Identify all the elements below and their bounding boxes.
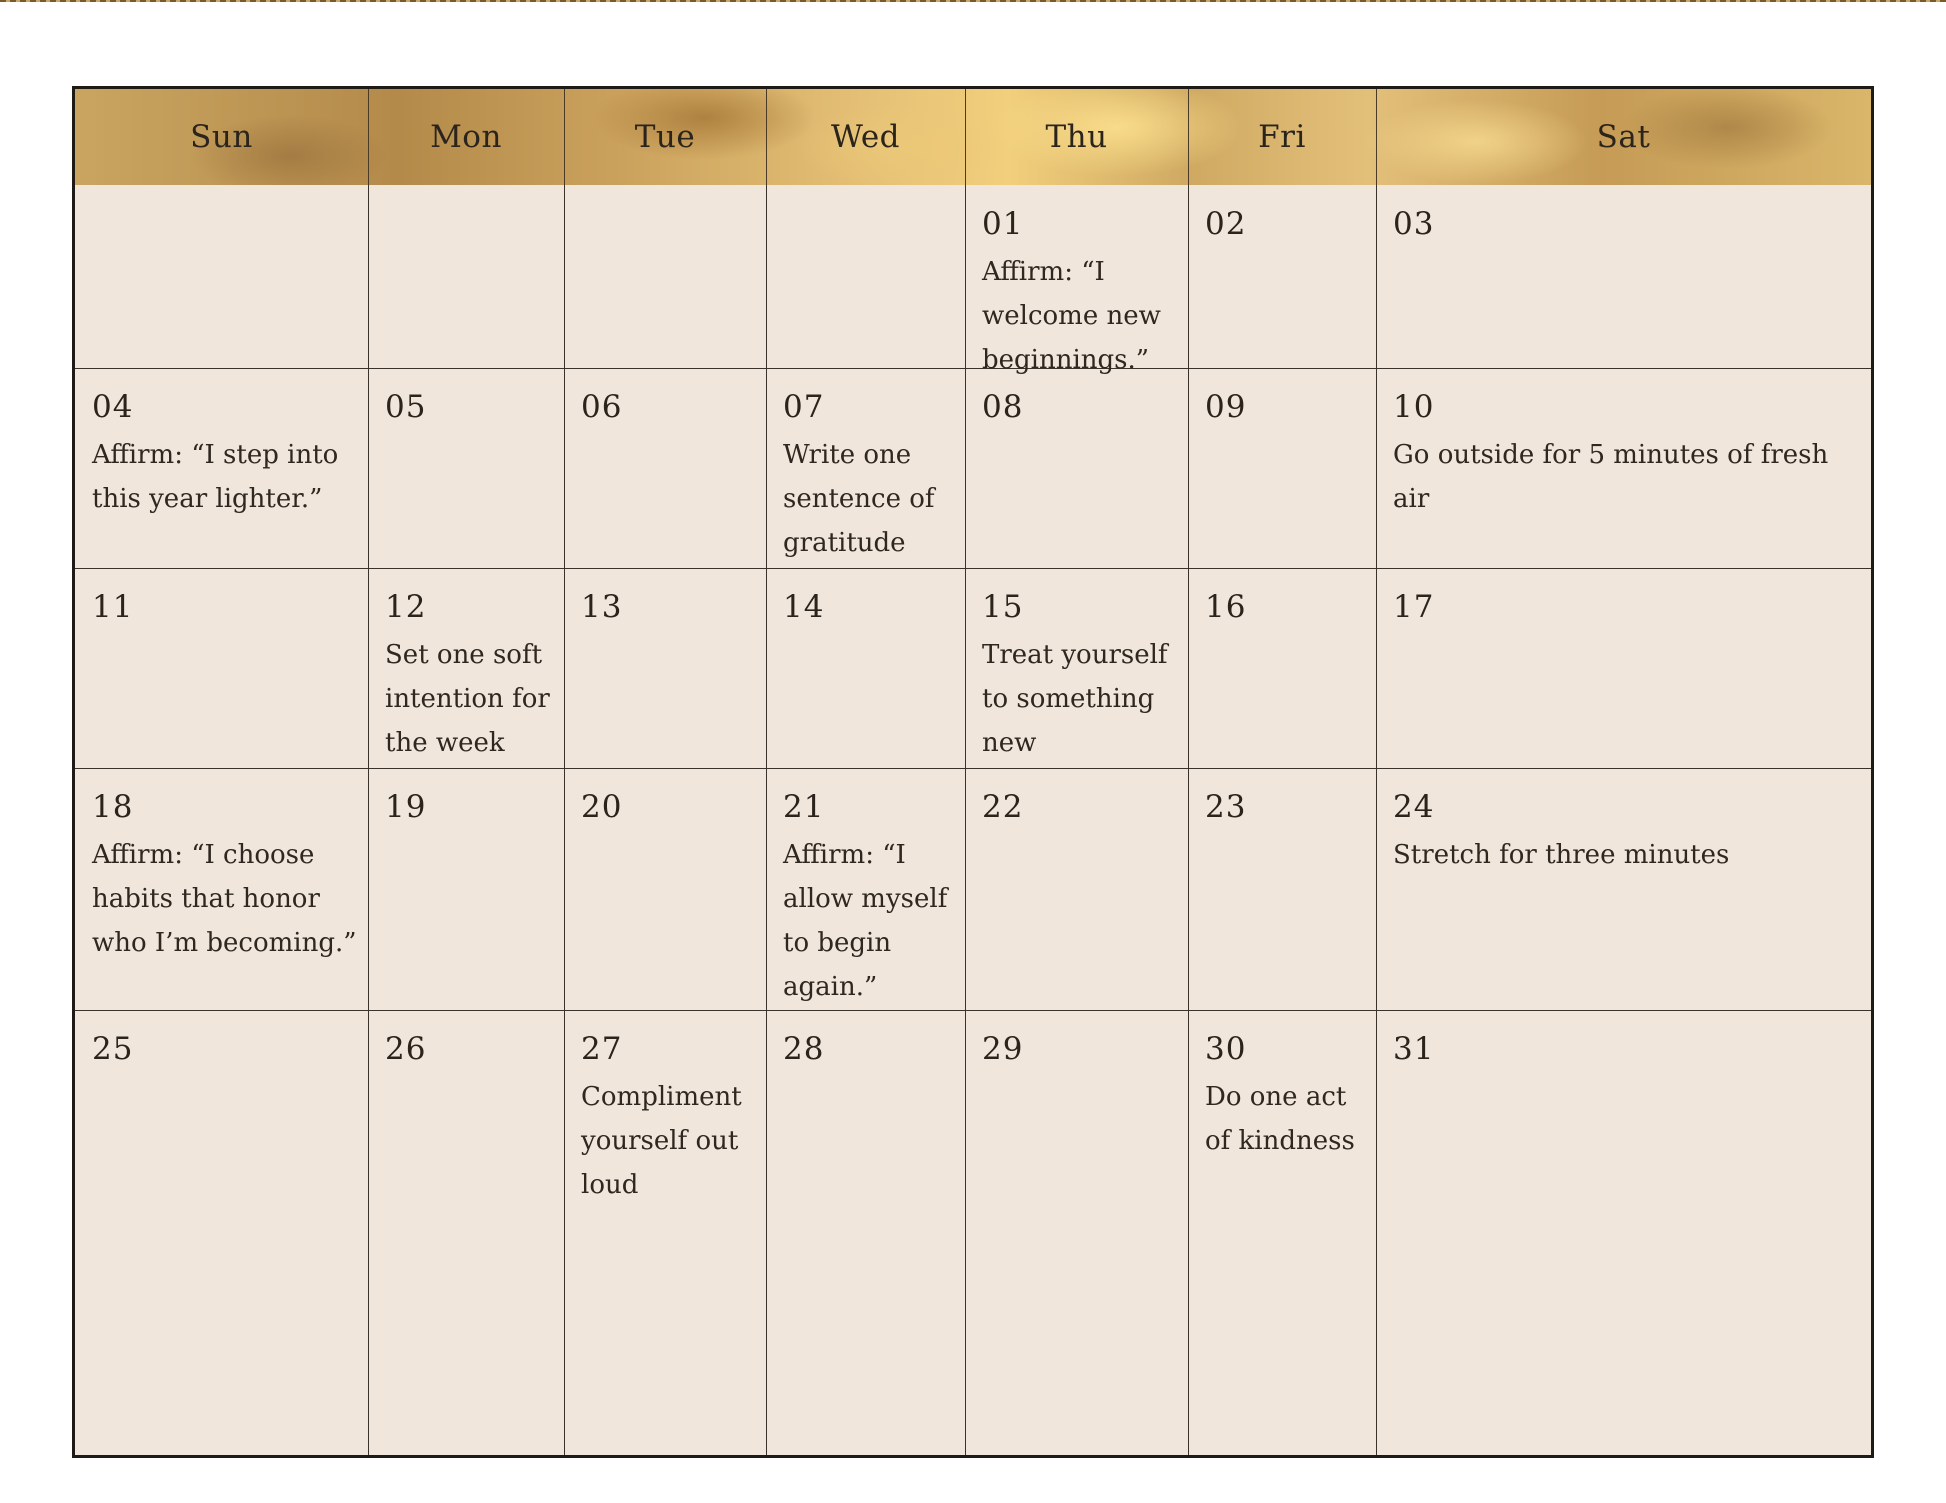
day-number: 06 xyxy=(581,389,623,425)
day-number: 08 xyxy=(982,389,1024,425)
header-divider xyxy=(1188,89,1189,185)
day-number: 14 xyxy=(783,589,825,625)
day-number: 02 xyxy=(1205,206,1247,242)
header-divider xyxy=(766,89,767,185)
day-cell-11[interactable] xyxy=(75,568,368,768)
empty-day-cell[interactable] xyxy=(766,185,965,368)
empty-day-cell[interactable] xyxy=(368,185,564,368)
day-cell-29[interactable] xyxy=(965,1010,1188,1456)
day-cell-06[interactable] xyxy=(564,368,766,568)
day-number: 22 xyxy=(982,789,1024,825)
day-number: 19 xyxy=(385,789,427,825)
day-note: Affirm: “I welcome new beginnings.” xyxy=(982,257,1161,375)
day-number: 30 xyxy=(1205,1031,1247,1067)
day-number: 12 xyxy=(385,589,427,625)
day-cell-27[interactable] xyxy=(564,1010,766,1456)
weekday-header-fri: Fri xyxy=(1258,119,1306,155)
day-note: Treat yourself to something new xyxy=(982,640,1168,758)
day-cell-25[interactable] xyxy=(75,1010,368,1456)
top-decorative-rule xyxy=(0,0,1946,2)
day-cell-05[interactable] xyxy=(368,368,564,568)
day-number: 27 xyxy=(581,1031,623,1067)
day-number: 28 xyxy=(783,1031,825,1067)
day-number: 24 xyxy=(1393,789,1435,825)
day-cell-19[interactable] xyxy=(368,768,564,1010)
day-cell-02[interactable] xyxy=(1188,185,1376,368)
empty-day-cell[interactable] xyxy=(75,185,368,368)
day-number: 21 xyxy=(783,789,825,825)
day-cell-28[interactable] xyxy=(766,1010,965,1456)
weekday-header-sun: Sun xyxy=(190,119,253,155)
day-note: Affirm: “I choose habits that honor who I’m becoming.” xyxy=(92,840,357,958)
day-number: 29 xyxy=(982,1031,1024,1067)
day-cell-08[interactable] xyxy=(965,368,1188,568)
day-cell-30[interactable] xyxy=(1188,1010,1376,1456)
day-cell-24[interactable] xyxy=(1376,768,1871,1010)
weekday-header-sat: Sat xyxy=(1596,119,1651,155)
day-number: 01 xyxy=(982,206,1024,242)
day-number: 16 xyxy=(1205,589,1247,625)
day-cell-09[interactable] xyxy=(1188,368,1376,568)
day-number: 31 xyxy=(1393,1031,1435,1067)
day-number: 11 xyxy=(92,589,134,625)
day-number: 17 xyxy=(1393,589,1435,625)
weekday-header-wed: Wed xyxy=(830,119,901,155)
day-note: Stretch for three minutes xyxy=(1393,840,1730,870)
day-note: Affirm: “I step into this year lighter.” xyxy=(92,440,339,514)
day-cell-15[interactable] xyxy=(965,568,1188,768)
day-cell-26[interactable] xyxy=(368,1010,564,1456)
day-cell-14[interactable] xyxy=(766,568,965,768)
day-cell-03[interactable] xyxy=(1376,185,1871,368)
header-divider xyxy=(564,89,565,185)
day-cell-18[interactable] xyxy=(75,768,368,1010)
day-number: 18 xyxy=(92,789,134,825)
day-number: 25 xyxy=(92,1031,134,1067)
day-cell-01[interactable] xyxy=(965,185,1188,375)
day-cell-12[interactable] xyxy=(368,568,564,768)
day-note: Affirm: “I allow myself to begin again.” xyxy=(783,840,948,1002)
day-cell-10[interactable] xyxy=(1376,368,1871,568)
weekday-header-tue: Tue xyxy=(634,119,696,155)
day-note: Write one sentence of gratitude xyxy=(783,440,935,558)
day-cell-31[interactable] xyxy=(1376,1010,1871,1456)
day-number: 03 xyxy=(1393,206,1435,242)
day-cell-13[interactable] xyxy=(564,568,766,768)
day-note: Set one soft intention for the week xyxy=(385,640,550,758)
weekday-header-row xyxy=(75,89,1871,187)
header-divider xyxy=(1376,89,1377,185)
day-note: Compliment yourself out loud xyxy=(581,1082,742,1200)
day-number: 23 xyxy=(1205,789,1247,825)
month-calendar-grid xyxy=(72,86,1874,1458)
day-number: 05 xyxy=(385,389,427,425)
day-number: 09 xyxy=(1205,389,1247,425)
header-divider xyxy=(965,89,966,185)
weekday-header-mon: Mon xyxy=(430,119,502,155)
day-cell-22[interactable] xyxy=(965,768,1188,1010)
day-number: 10 xyxy=(1393,389,1435,425)
day-number: 04 xyxy=(92,389,134,425)
header-divider xyxy=(368,89,369,185)
day-number: 15 xyxy=(982,589,1024,625)
day-note: Go outside for 5 minutes of fresh air xyxy=(1393,440,1829,514)
weekday-header-thu: Thu xyxy=(1045,119,1108,155)
day-cell-20[interactable] xyxy=(564,768,766,1010)
day-cell-23[interactable] xyxy=(1188,768,1376,1010)
day-cell-04[interactable] xyxy=(75,368,368,568)
calendar-body xyxy=(75,185,1871,1455)
day-number: 13 xyxy=(581,589,623,625)
day-number: 26 xyxy=(385,1031,427,1067)
day-number: 07 xyxy=(783,389,825,425)
day-cell-17[interactable] xyxy=(1376,568,1871,768)
day-number: 20 xyxy=(581,789,623,825)
empty-day-cell[interactable] xyxy=(564,185,766,368)
day-cell-16[interactable] xyxy=(1188,568,1376,768)
day-cell-21[interactable] xyxy=(766,768,965,1010)
day-cell-07[interactable] xyxy=(766,368,965,568)
day-note: Do one act of kindness xyxy=(1205,1082,1355,1156)
